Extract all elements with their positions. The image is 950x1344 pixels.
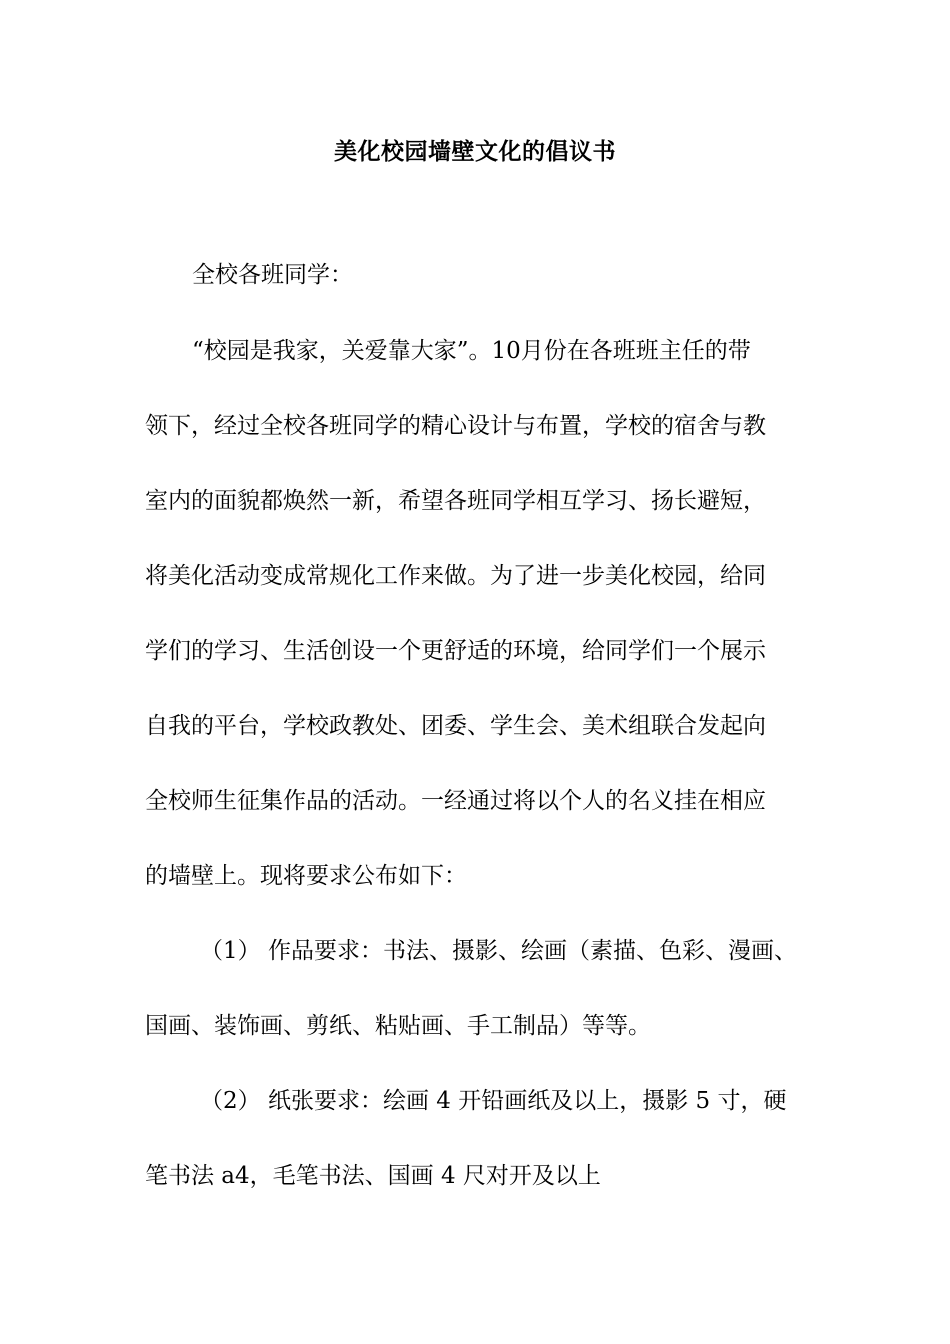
list-item-line: （2） 纸张要求：绘画 4 开铅画纸及以上，摄影 5 寸，硬 bbox=[200, 1088, 787, 1114]
paragraph-line: “校园是我家，关爱靠大家”。10月份在各班班主任的带 bbox=[192, 338, 751, 364]
paragraph-line: 全校师生征集作品的活动。一经通过将以个人的名义挂在相应 bbox=[145, 788, 766, 814]
list-item-line: 国画、装饰画、剪纸、粘贴画、手工制品）等等。 bbox=[145, 1013, 651, 1039]
paragraph-line: 将美化活动变成常规化工作来做。为了进一步美化校园，给同 bbox=[145, 563, 766, 589]
paragraph-line: 自我的平台，学校政教处、团委、学生会、美术组联合发起向 bbox=[145, 713, 766, 739]
list-item-line: （1） 作品要求：书法、摄影、绘画（素描、色彩、漫画、 bbox=[200, 938, 797, 964]
paragraph-line: 学们的学习、生活创设一个更舒适的环境，给同学们一个展示 bbox=[145, 638, 766, 664]
paragraph-line: 的墙壁上。现将要求公布如下： bbox=[145, 863, 467, 889]
document-title: 美化校园墙壁文化的倡议书 bbox=[334, 138, 616, 165]
salutation: 全校各班同学： bbox=[192, 262, 353, 288]
list-item-line: 笔书法 a4，毛笔书法、国画 4 尺对开及以上 bbox=[145, 1163, 601, 1189]
paragraph-line: 室内的面貌都焕然一新，希望各班同学相互学习、扬长避短， bbox=[145, 488, 766, 514]
paragraph-line: 领下，经过全校各班同学的精心设计与布置，学校的宿舍与教 bbox=[145, 413, 766, 439]
